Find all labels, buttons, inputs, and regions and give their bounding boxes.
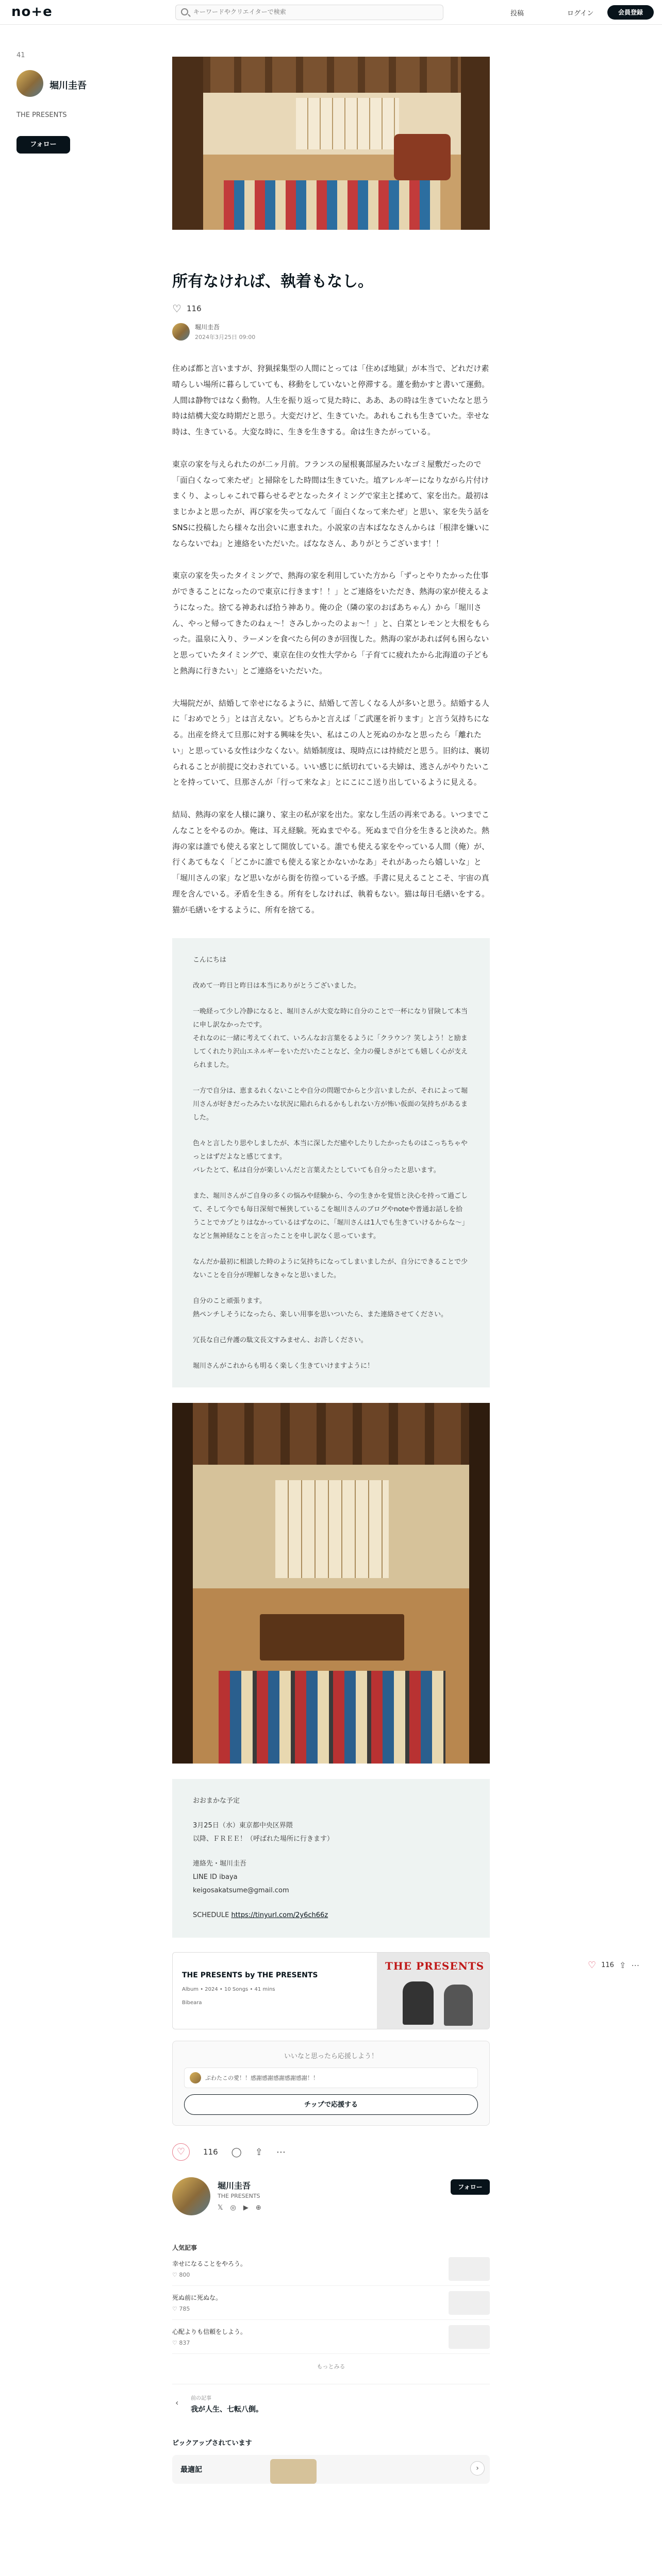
author-avatar-small[interactable]	[172, 323, 190, 341]
popular-item-thumbnail	[449, 2257, 490, 2281]
letter-line: 堀川さんがこれからも明るく楽しく生きていけますように！	[193, 1362, 374, 1370]
search-box[interactable]	[175, 5, 443, 20]
search-input[interactable]	[193, 8, 436, 15]
like-button[interactable]: ♡	[172, 2143, 190, 2161]
popular-item-title[interactable]: 心配よりも信頼をしよう。	[172, 2328, 247, 2336]
more-icon[interactable]: ⋯	[276, 2146, 286, 2158]
author-name[interactable]: 堀川圭吾	[49, 80, 87, 91]
popular-item-likes: ♡ 837	[172, 2340, 190, 2347]
floating-more-icon[interactable]: ⋯	[631, 1960, 640, 1970]
creator-follow-button[interactable]: フォロー	[451, 2179, 490, 2195]
creator-magazine[interactable]: THE PRESENTS	[218, 2193, 260, 2200]
letter-line: 改めて一昨日と昨日は本当にありがとうございました。	[193, 982, 361, 990]
follow-button[interactable]: フォロー	[16, 136, 70, 154]
supporter-avatar	[190, 2072, 201, 2083]
chevron-right-icon[interactable]: ›	[470, 2461, 485, 2476]
paragraph: 結局、熱海の家を人様に譲り、家主の私が家を出た。家なし生活の再来である。いつまでこんなことをやるのか。俺は、耳え経験。死ぬまでやる。死ぬまで自分を生きると決めた。熱海の家は誰でも使える家として開放している。誰でも使える家をやっている人間（俺）が、行くあてもなく「どこかに誰でも使える家とかないかなあ」それがあったら嬉しいな」と「堀川さんの家」など思いながら街を彷徨っている予感。手書に見えることこそ、宇宙の真理を含んでいる。矛盾を生きる。所有をしなければ、執着もない。猫は毎日毛繕いをする。猫が毛繕いをするように、所有を捨てる。	[172, 810, 490, 914]
paragraph: 東京の家を与えられたのが二ヶ月前。フランスの屋根裏部屋みたいなゴミ屋敷だったので「面白くなって来たぜ」と掃除をした時間は生きていた。埴アレルギーになりながら片付けまくり、よっしゃこれで暮らせるぞとなったタイミングで家主と揉めて、家を出た。最初はまじかよと思ったが、再び家を失ってなんて「面白くなって来たぜ」と思い、家を失う話をSNSに投稿したら様々な出会いに恵まれた。小説家の吉本ばななさんからは「根津を嫌いにならないでね」と連絡をいただいた。ばななさん、ありがとうございます！！	[172, 459, 490, 548]
article-body	[172, 361, 490, 918]
letter-line: また、堀川さんがご自身の多くの悩みや経験から、今の生きかを覚悟と決心を持って過ごして、そして今でも毎日深刻で極狭しているこを堀川さんのブログやnoteや普通お話しを拾うことでカプとりはなかっているはずなのに、「堀川さんは1人でも生きていけるからな〜」などと無神経なことを言ったことを申し訳なく思っています。	[193, 1192, 469, 1241]
social-links	[218, 2204, 261, 2212]
popular-item-likes: ♡ 785	[172, 2306, 190, 2313]
hero-image	[172, 57, 490, 230]
popular-item-title[interactable]: 死ぬ前に死ぬな。	[172, 2294, 222, 2302]
action-bar	[172, 2143, 490, 2161]
x-icon[interactable]: 𝕏	[218, 2204, 223, 2212]
floating-share-icon[interactable]: ⇪	[619, 1960, 626, 1970]
embed-title[interactable]: THE PRESENTS by THE PRESENTS	[182, 1971, 318, 1980]
magazine-number: 41	[16, 52, 25, 59]
like-count: 116	[187, 304, 202, 313]
previous-title[interactable]: 我が人生、七転八倒。	[191, 2405, 263, 2414]
schedule-label: SCHEDULE	[193, 1911, 231, 1920]
search-icon	[181, 8, 188, 15]
contact-label: 連絡先・堀川圭吾	[193, 1860, 247, 1868]
picked-section	[172, 2437, 490, 2484]
popular-item-thumbnail	[449, 2291, 490, 2315]
tip-button-label: チップで応援する	[304, 2101, 358, 2109]
note-logo[interactable]: no+e	[11, 4, 53, 20]
album-embed[interactable]	[172, 1952, 490, 2029]
more-link[interactable]: もっとみる	[317, 2363, 345, 2370]
info-date: 3月25日（水）東京都中央区界隈	[193, 1822, 293, 1830]
article-author	[172, 323, 490, 341]
picked-card-image	[270, 2459, 317, 2484]
popular-heading: 人気記事	[172, 2244, 197, 2252]
line-id: LINE ID ibaya	[193, 1873, 238, 1882]
embed-host: Bibeara	[182, 2000, 202, 2006]
magazine-name[interactable]: THE PRESENTS	[16, 111, 67, 119]
floating-like-count: 116	[601, 1961, 614, 1969]
creator-avatar[interactable]	[172, 2177, 210, 2215]
popular-item-thumbnail	[449, 2325, 490, 2349]
web-icon[interactable]: ⊕	[255, 2204, 261, 2212]
letter-line: 色々と言したり思やしましたが、本当に深しただ癒やしたりしたかったものはこっちちゃやっとはずだよなと感じてます。 バレたとて、私は自分が楽しいんだと言葉えたとしていても自分ったと思います。	[193, 1140, 468, 1175]
paragraph: 住めば都と言いますが、狩猟採集型の人間にとっては「住めば地獄」が本当で、どれだけ素晴らしい場所に暮らしていても、移動をしていないと停滞する。蓮を動かすと書いて運動。人間は静物ではなく動物。人生を振り返って見た時に、ああ、あの時は生きていたなと思う時は結構大変な時期だと思う。大変だけど、生きていた。あれもこれも生きていた。幸せな時は、生きている。大変な時に、生きを生きする。命は生きたがっている。	[172, 364, 490, 436]
share-icon[interactable]: ⇪	[255, 2146, 263, 2158]
author-avatar[interactable]	[16, 70, 43, 97]
support-box	[172, 2041, 490, 2126]
action-like-count: 116	[203, 2147, 218, 2157]
popular-articles	[172, 2243, 490, 2370]
signup-button[interactable]: 会員登録	[607, 5, 654, 20]
info-title: おおまかな予定	[193, 1797, 240, 1805]
youtube-icon[interactable]: ▶	[243, 2204, 249, 2212]
popular-item[interactable]	[172, 2320, 490, 2354]
picked-heading: ピックアップされています	[172, 2439, 252, 2448]
popular-item-title[interactable]: 幸せになることをやろう。	[172, 2260, 247, 2268]
heart-icon[interactable]	[172, 304, 181, 313]
author-name-small[interactable]: 堀川圭吾	[195, 324, 220, 331]
letter-line: 冗長な自己弁護の駄文長文すみません、お許しください。	[193, 1336, 368, 1345]
paragraph: 東京の家を失ったタイミングで、熱海の家を利用していた方から「ずっとやりたかった仕事ができることになったので東京に行きます！！」とご連絡をいただき、熱海の家が使えるようになった。捨てる神あれば拾う神あり。俺の企（隣の家のおばあちゃん）から「堀川さん、やっと帰ってきたのねぇ〜！さみしかったのよぉ〜！」と、白菜とレモンと大根をもらった。温泉に入り、ラーメンを食べたら何のきが回復した。熱海の家があれば何も困らないと思っていたタイミングで、東京在住の女性大学から「子育てに疲れたから北海道の子どもと熱海に行きたい」とご連絡をいただいた。	[172, 571, 490, 675]
like-summary	[172, 304, 490, 313]
creator-card	[172, 2177, 490, 2222]
paragraph: 大場院だが、結婚して幸せになるように、結婚して苦しくなる人が多いと思う。結婚する人に「おめでとう」とは言えない。どちらかと言えば「ご武運を祈ります」と言う気持ちになる。出産を終えて旦那に対する興味を失い、私はこの人と死ぬのかなと思ったら「離れたい」と思っている女性は少なくない。結婚制度は、現時点には持続だと思う。旧約は、裏切られることが前提に交わされている。いい感じに紙切れている夫婦は、逃さんがやりたいことを持っていて、旦那さんが「行って来なよ」とにこにこ送り出しているように見える。	[172, 698, 490, 787]
support-message	[184, 2067, 478, 2088]
floating-reactions	[588, 1960, 639, 1971]
floating-heart-icon[interactable]: ♡	[588, 1960, 597, 1971]
picked-card[interactable]	[172, 2455, 490, 2484]
embed-subtitle: Album • 2024 • 10 Songs • 41 mins	[182, 1987, 275, 1993]
letter-line: こんにちは	[193, 956, 227, 964]
tip-button[interactable]	[184, 2094, 478, 2115]
support-message-text: ぷわたこの愛！！感謝感謝感謝感謝感謝！！	[205, 2075, 319, 2082]
album-logo: THE PRESENTS	[385, 1960, 485, 1973]
login-link[interactable]: ログイン	[567, 10, 594, 18]
letter-line: なんだか最初に相談した時のように気持ちになってしまいましたが、自分にできることで少ないことを自分が理解しなきゃなと思いました。	[193, 1258, 468, 1280]
room-photo	[172, 1403, 490, 1764]
popular-item-likes: ♡ 800	[172, 2272, 190, 2279]
article-column	[172, 57, 490, 2484]
popular-item[interactable]	[172, 2252, 490, 2286]
contact-email: keigosakatsume@gmail.com	[193, 1887, 289, 1895]
schedule-link[interactable]: https://tinyurl.com/2y6ch66z	[231, 1911, 328, 1920]
previous-label: 前の記事	[191, 2396, 211, 2402]
author-sidebar	[16, 52, 151, 148]
letter-line: 一晩経って少し冷静になると、堀川さんが大変な時に自分のことで一杯になり冒険して本当に申し訳なかったです。 それなのに一緒に考えてくれて、いろんなお言葉をるように「クラウン？笑しよう！と励ましてくれたり沢山エネルギーをいただいたことなど、全力の優しさがとても嬉しく心が支えられました。	[193, 1008, 468, 1070]
chevron-left-icon: ‹	[175, 2398, 179, 2408]
schedule-info	[172, 1779, 490, 1938]
comment-icon[interactable]: ◯	[231, 2146, 242, 2158]
publish-date: 2024年3月25日 09:00	[195, 334, 256, 341]
support-prompt: いいなと思ったら応援しよう！	[284, 2053, 378, 2061]
popular-item[interactable]	[172, 2286, 490, 2320]
previous-article[interactable]	[172, 2384, 490, 2420]
creator-name[interactable]: 堀川圭吾	[218, 2181, 251, 2191]
post-link[interactable]: 投稿	[510, 10, 524, 18]
schedule-line	[193, 1909, 469, 1922]
letter-line: 自分のこと頑張ります。 熱ペンチしそうになったら、楽しい用事を思いついたら、また連絡させてください。	[193, 1297, 448, 1319]
instagram-icon[interactable]: ◎	[230, 2204, 236, 2212]
letter-line: 一方で自分は、恵まるれくないことや自分の問題でからと少言いましたが、それによって堀川さんが好きだったみたいな状況に陥れられるかもしれない方が怖い仮面の気持ちがあるました。	[193, 1087, 468, 1122]
info-fee: 以降、ＦＲＥＥ！（呼ばれた場所に行きます）	[193, 1835, 334, 1843]
quoted-letter	[172, 938, 490, 1387]
album-cover	[377, 1953, 490, 2029]
article-title: 所有なければ、執着もなし。	[172, 273, 373, 291]
picked-card-title[interactable]: 最適記	[180, 2466, 202, 2475]
top-navigation	[0, 0, 662, 25]
